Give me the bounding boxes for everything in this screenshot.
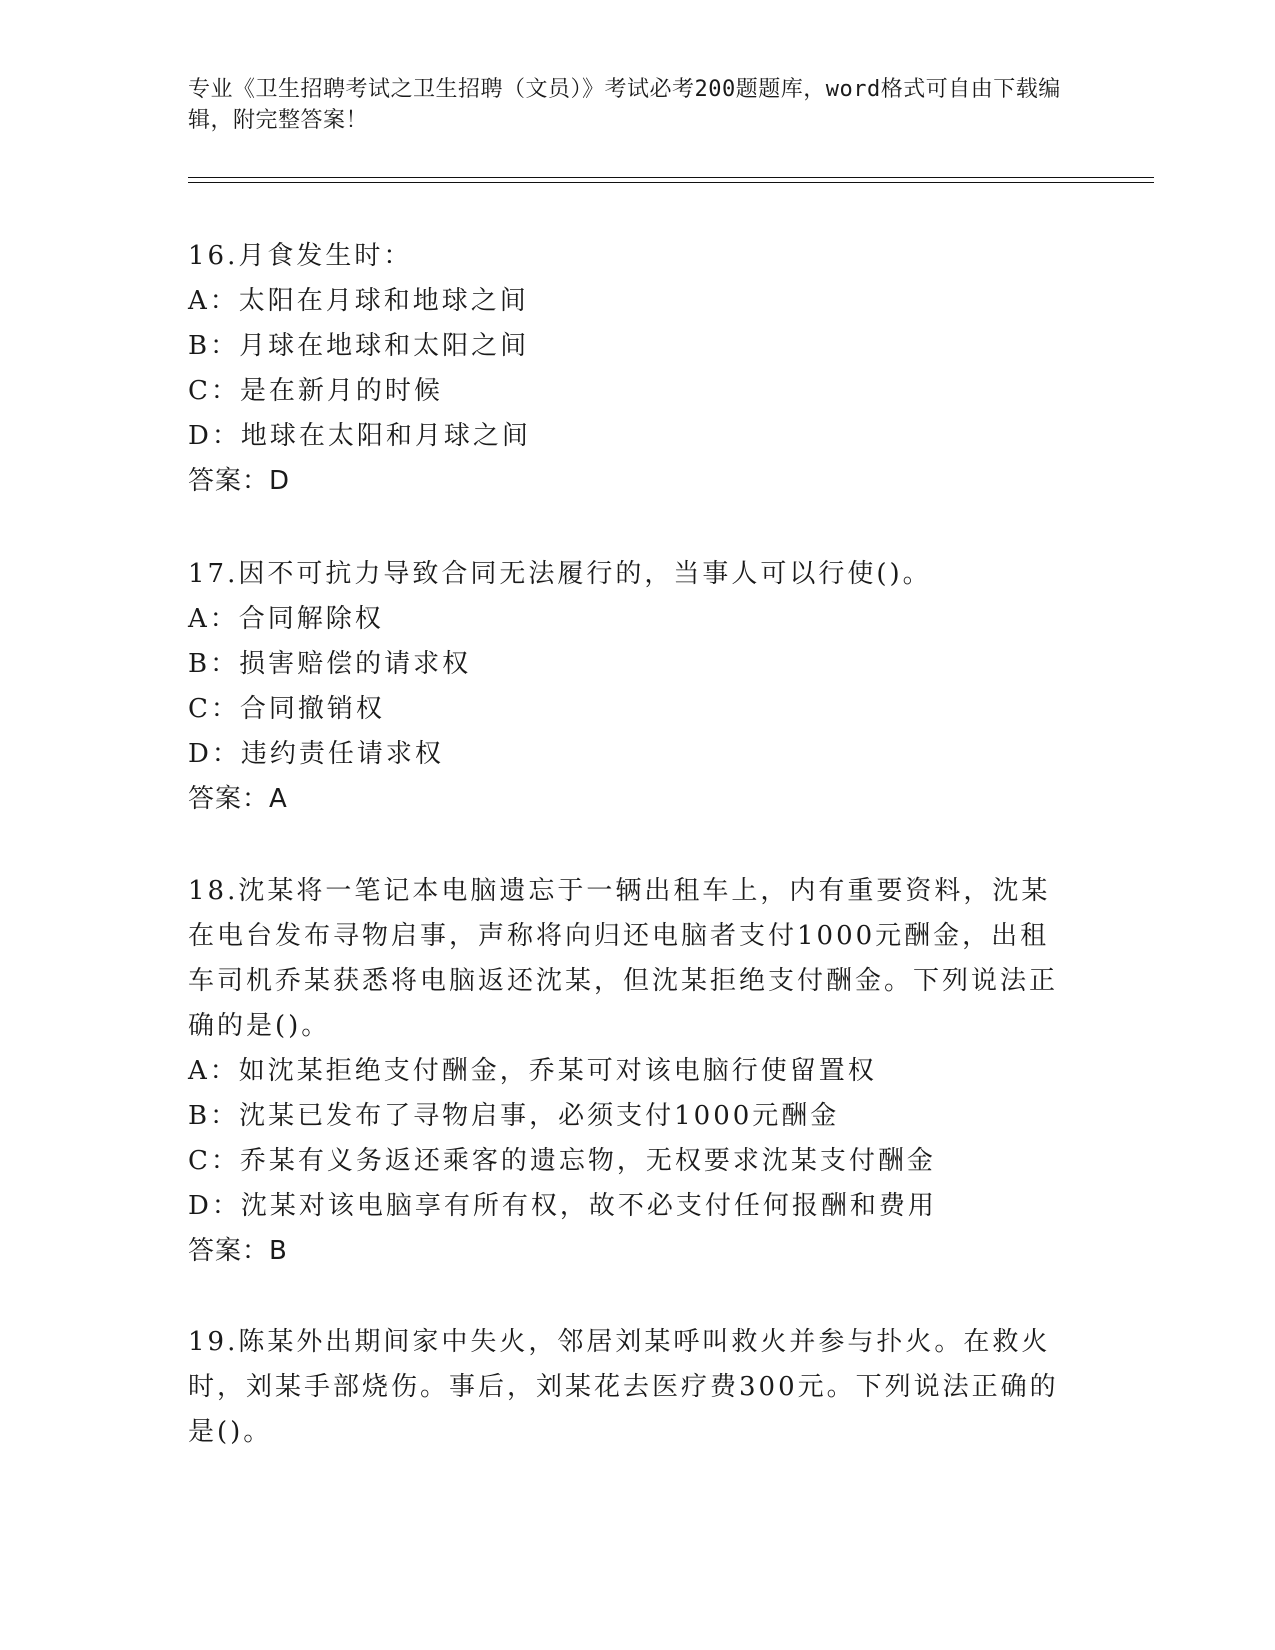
header-divider-top [188, 177, 1154, 178]
option-a: A：合同解除权 [188, 604, 384, 634]
question-17 [188, 552, 1088, 822]
option-d: D：地球在太阳和月球之间 [188, 421, 531, 451]
question-stem: 19.陈某外出期间家中失火，邻居刘某呼叫救火并参与扑火。在救火时，刘某手部烧伤。事后，刘某花去医疗费300元。下列说法正确的是()。 [188, 1327, 1059, 1447]
answer-label: 答案：D [188, 466, 291, 496]
option-c: C：合同撤销权 [188, 694, 385, 724]
answer-label: 答案：B [188, 1236, 288, 1266]
option-a: A：太阳在月球和地球之间 [188, 286, 529, 316]
answer-label: 答案：A [188, 784, 288, 814]
question-19 [188, 1320, 1088, 1455]
option-d: D：沈某对该电脑享有所有权，故不必支付任何报酬和费用 [188, 1191, 937, 1221]
option-a: A：如沈某拒绝支付酬金，乔某可对该电脑行使留置权 [188, 1056, 877, 1086]
document-header: 专业《卫生招聘考试之卫生招聘（文员）》考试必考200题题库，word格式可自由下载编辑，附完整答案！ [188, 77, 1061, 133]
question-stem: 17.因不可抗力导致合同无法履行的，当事人可以行使()。 [188, 559, 932, 589]
option-b: B：月球在地球和太阳之间 [188, 331, 530, 361]
option-c: C：是在新月的时候 [188, 376, 443, 406]
question-18 [188, 869, 1088, 1274]
option-c: C：乔某有义务返还乘客的遗忘物，无权要求沈某支付酬金 [188, 1146, 936, 1176]
question-16 [188, 234, 1088, 504]
option-d: D：违约责任请求权 [188, 739, 444, 769]
question-stem: 16.月食发生时： [188, 241, 413, 271]
option-b: B：损害赔偿的请求权 [188, 649, 472, 679]
header-divider-bottom [188, 182, 1154, 183]
option-b: B：沈某已发布了寻物启事，必须支付1000元酬金 [188, 1101, 840, 1131]
question-stem: 18.沈某将一笔记本电脑遗忘于一辆出租车上，内有重要资料，沈某在电台发布寻物启事，声称将向归还电脑者支付1000元酬金，出租车司机乔某获悉将电脑返还沈某，但沈某拒绝支付酬金。下列说法正确的是()。 [188, 876, 1059, 1041]
